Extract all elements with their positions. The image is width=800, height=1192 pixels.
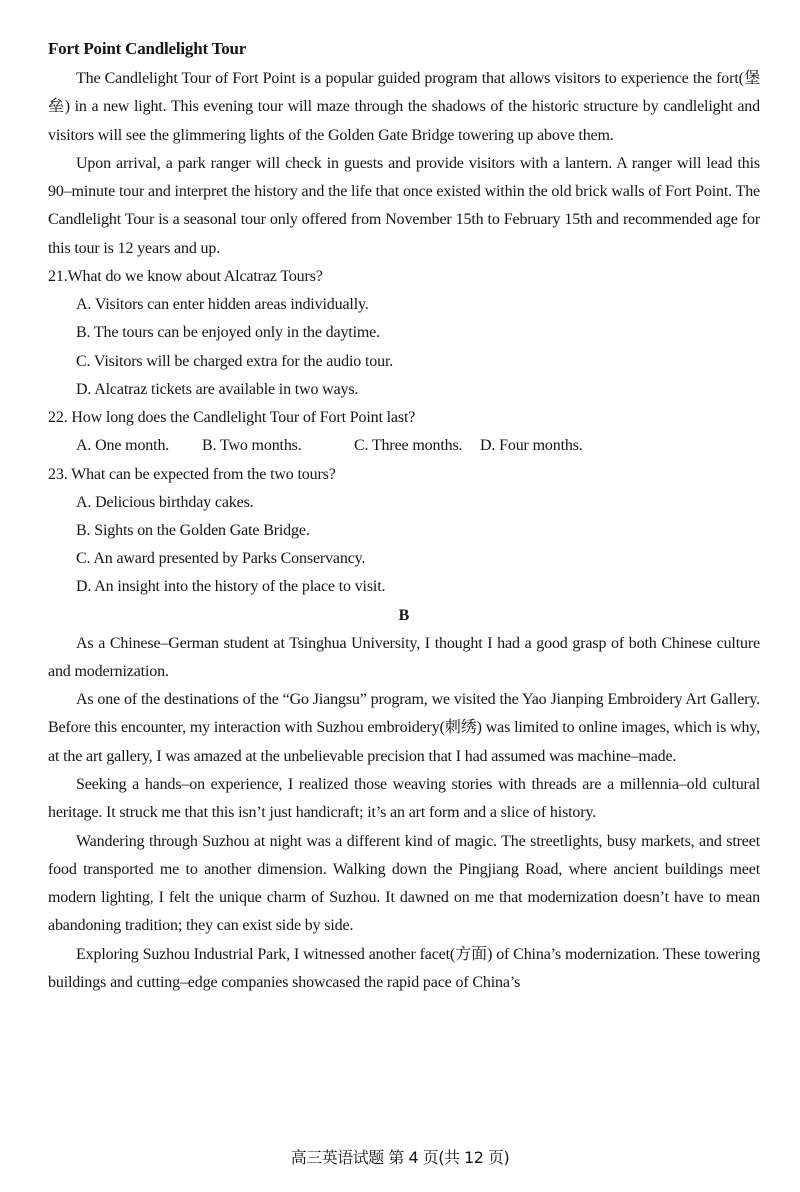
question-21: [48, 263, 760, 404]
passage-b-paragraph-3: Seeking a hands–on experience, I realized those weaving stories with threads are a millennia–old cultural heritage. It struck me that this isn’t just handicraft; it’s an art form and a slice of history.: [48, 776, 760, 822]
option-c: C. Three months.: [354, 437, 463, 455]
exam-page: [48, 38, 760, 997]
option-d: D. Alcatraz tickets are available in two ways.: [76, 380, 359, 398]
passage-b-paragraph-5: Exploring Suzhou Industrial Park, I witnessed another facet(方面) of China’s modernization. These towering buildings and cutting–edge companies showcased the rapid pace of China’s: [48, 945, 760, 992]
option-d: D. An insight into the history of the place to visit.: [76, 578, 386, 596]
passage-a-paragraph-2: Upon arrival, a park ranger will check in guests and provide visitors with a lantern. A ranger will lead this 90–minute tour and interpret the history and the life that once existed within the old brick walls of Fort Point. The Candlelight Tour is a seasonal tour only offered from November 15th to February 15th and recommended age for this tour is 12 years and up.: [48, 154, 760, 257]
passage-b-paragraph-1: As a Chinese–German student at Tsinghua University, I thought I had a good grasp of both Chinese culture and modernization.: [48, 634, 760, 680]
question-stem: 21.What do we know about Alcatraz Tours?: [48, 268, 323, 286]
option-b: B. Sights on the Golden Gate Bridge.: [76, 521, 310, 539]
passage-a-paragraph-1: The Candlelight Tour of Fort Point is a popular guided program that allows visitors to experience the fort(堡垒) in a new light. This evening tour will maze through the shadows of the historic structure by candlelight and visitors will see the glimmering lights of the Golden Gate Bridge towering up above them.: [48, 70, 760, 144]
question-22: [48, 404, 760, 460]
option-c: C. An award presented by Parks Conservancy.: [76, 550, 366, 568]
question-23: [48, 461, 760, 602]
option-b: B. Two months.: [202, 437, 302, 455]
passage-b-paragraph-2: As one of the destinations of the “Go Jiangsu” program, we visited the Yao Jianping Embroidery Art Gallery. Before this encounter, my interaction with Suzhou embroidery(刺绣) was limited to online images, which is why, at the art gallery, I was amazed at the unbelievable precision that I had assumed was machine–made.: [48, 691, 760, 765]
passage-title: Fort Point Candlelight Tour: [48, 39, 247, 58]
option-c: C. Visitors will be charged extra for the audio tour.: [76, 352, 394, 370]
option-a: A. Visitors can enter hidden areas individually.: [76, 296, 369, 314]
option-a: A. Delicious birthday cakes.: [76, 493, 254, 511]
question-stem: 23. What can be expected from the two tours?: [48, 465, 336, 483]
question-stem: 22. How long does the Candlelight Tour of Fort Point last?: [48, 409, 416, 427]
section-label: B: [398, 606, 410, 624]
page-footer: 高三英语试题 第 4 页(共 12 页): [290, 1148, 510, 1167]
option-b: B. The tours can be enjoyed only in the daytime.: [76, 324, 380, 342]
options-row: [76, 432, 760, 460]
option-d: D. Four months.: [480, 437, 583, 455]
passage-b-paragraph-4: Wandering through Suzhou at night was a different kind of magic. The streetlights, busy markets, and street food transported me to another dimension. Walking down the Pingjiang Road, where ancient buildings meet modern lighting, I felt the unique charm of Suzhou. It dawned on me that modernization doesn’t have to mean abandoning tradition; they can exist side by side.: [48, 832, 760, 935]
option-a: A. One month.: [76, 437, 170, 455]
